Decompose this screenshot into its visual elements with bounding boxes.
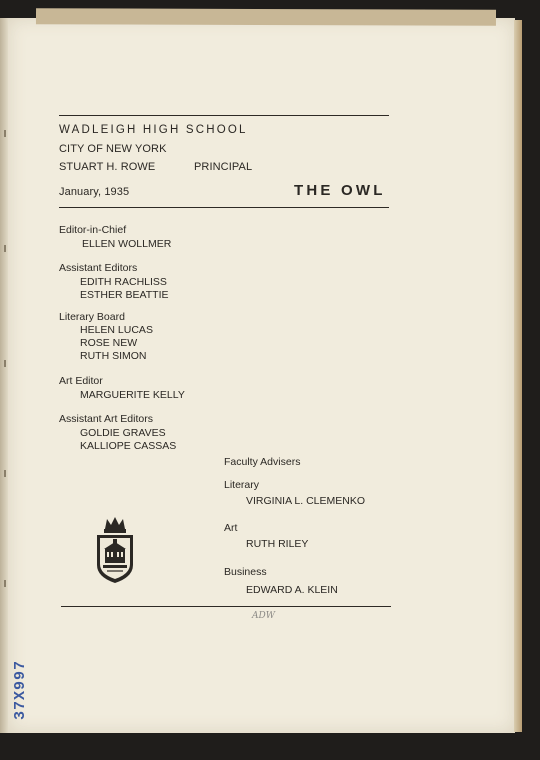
principal-title: PRINCIPAL bbox=[194, 161, 253, 173]
binding-mark bbox=[4, 470, 6, 477]
faculty-name: EDWARD A. KLEIN bbox=[246, 584, 338, 596]
staff-name: EDITH RACHLISS bbox=[80, 276, 167, 288]
header-top-rule bbox=[59, 115, 389, 116]
faculty-role: Business bbox=[224, 566, 267, 578]
faculty-role: Literary bbox=[224, 479, 260, 491]
staff-role: Editor-in-Chief bbox=[59, 224, 127, 236]
staff-name: GOLDIE GRAVES bbox=[80, 427, 166, 439]
staff-name: RUTH SIMON bbox=[80, 350, 147, 362]
faculty-name: RUTH RILEY bbox=[246, 538, 309, 550]
staff-role: Assistant Art Editors bbox=[59, 413, 153, 425]
header-bottom-rule bbox=[59, 207, 389, 208]
staff-name: ROSE NEW bbox=[80, 337, 138, 349]
accession-stamp: 37X997 bbox=[12, 659, 29, 720]
staff-role: Art Editor bbox=[59, 375, 103, 387]
faculty-heading: Faculty Advisers bbox=[224, 456, 301, 468]
staff-name: ELLEN WOLLMER bbox=[82, 238, 172, 250]
principal-name: STUART H. ROWE bbox=[59, 161, 156, 173]
staff-name: KALLIOPE CASSAS bbox=[80, 440, 177, 452]
tape-strip bbox=[36, 8, 496, 26]
school-name: WADLEIGH HIGH SCHOOL bbox=[59, 124, 248, 136]
magazine-title: THE OWL bbox=[294, 182, 386, 199]
school-crest-icon bbox=[95, 515, 135, 590]
pencil-note: ADW bbox=[252, 611, 275, 621]
footer-rule bbox=[61, 606, 391, 607]
staff-role: Literary Board bbox=[59, 311, 125, 323]
city-name: CITY OF NEW YORK bbox=[59, 143, 167, 155]
binding-mark bbox=[4, 360, 6, 367]
binding-mark bbox=[4, 130, 6, 137]
binding-mark bbox=[4, 580, 6, 587]
binding-mark bbox=[4, 245, 6, 252]
staff-name: HELEN LUCAS bbox=[80, 324, 153, 336]
staff-name: ESTHER BEATTIE bbox=[80, 289, 169, 301]
page-edge bbox=[514, 20, 522, 732]
faculty-role: Art bbox=[224, 522, 238, 534]
staff-name: MARGUERITE KELLY bbox=[80, 389, 185, 401]
staff-role: Assistant Editors bbox=[59, 262, 138, 274]
faculty-name: VIRGINIA L. CLEMENKO bbox=[246, 495, 366, 507]
issue-date: January, 1935 bbox=[59, 186, 130, 198]
